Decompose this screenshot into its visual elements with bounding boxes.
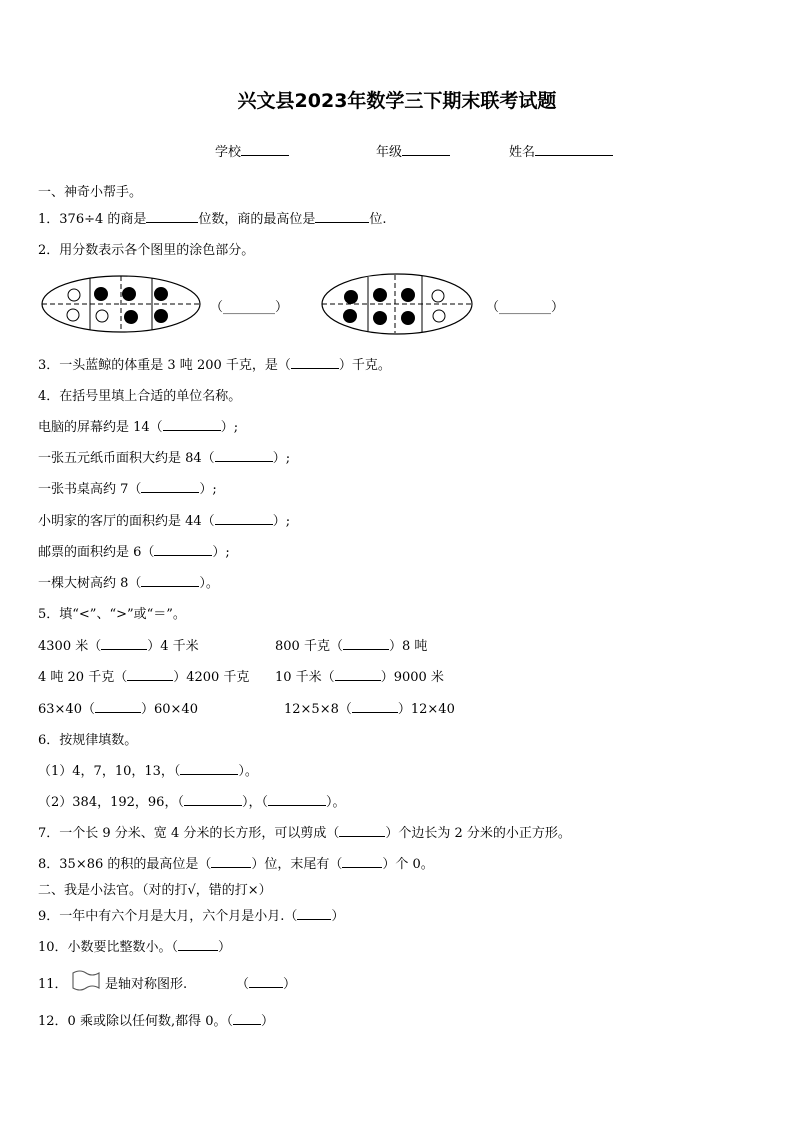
- q3-blank[interactable]: [291, 357, 339, 369]
- q6-p1-text: （1）4，7，10，13，（: [38, 764, 181, 779]
- q5-blank[interactable]: [101, 638, 147, 650]
- q5-row-left: [38, 635, 199, 654]
- q6-p2-end: ）。: [325, 795, 346, 810]
- school-label: 学校: [215, 145, 242, 160]
- q1-text-c: 位.: [369, 212, 387, 227]
- q6-p2-text: （2）384，192，96，（: [38, 795, 184, 810]
- q7-text-b: ）个边长为 2 分米的小正方形。: [385, 826, 571, 841]
- q4-item-end: ）。: [199, 576, 219, 591]
- q4-item: [38, 572, 219, 591]
- page-title: 兴文县2023年数学三下期末联考试题: [237, 90, 557, 112]
- q1-text-a: 1．376÷4 的商是: [38, 212, 147, 227]
- q11-blank[interactable]: [249, 976, 283, 988]
- q11-number: 11．: [38, 977, 68, 992]
- q7-text-a: 7．一个长 9 分米、宽 4 分米的长方形，可以剪成（: [38, 826, 340, 841]
- q6-p2-mid: ），（: [241, 795, 268, 810]
- section-1-heading: 一、神奇小帮手。: [38, 185, 143, 200]
- q2-answer-1[interactable]: （________）: [210, 300, 289, 315]
- q8-blank[interactable]: [342, 856, 382, 868]
- school-field: [215, 141, 289, 160]
- q6-blank[interactable]: [268, 794, 326, 806]
- grade-blank[interactable]: [402, 143, 450, 156]
- q5-right-end: ）8 吨: [388, 639, 428, 654]
- q5-left-end: ）4 千米: [147, 639, 199, 654]
- q2-answer-2[interactable]: （________）: [486, 300, 565, 315]
- q10-blank[interactable]: [178, 939, 218, 951]
- name-field: [509, 141, 613, 160]
- q3-text-b: ）千克。: [338, 358, 391, 373]
- q4-item-text: 小明家的客厅的面积约是 44（: [38, 514, 215, 529]
- question-1: [38, 208, 387, 227]
- q4-blank[interactable]: [141, 481, 199, 493]
- q12-blank[interactable]: [233, 1013, 261, 1025]
- q6-part-1: [38, 760, 258, 779]
- name-label: 姓名: [509, 145, 536, 160]
- q4-item-text: 一棵大树高约 8（: [38, 576, 142, 591]
- q5-row-right: [284, 698, 455, 717]
- q4-item-text: 一张书桌高约 7（: [38, 482, 142, 497]
- q11-text: 是轴对称图形.: [105, 977, 188, 992]
- q4-item-text: 电脑的屏幕约是 14（: [38, 420, 163, 435]
- q6-blank[interactable]: [184, 794, 242, 806]
- q4-blank[interactable]: [141, 575, 199, 587]
- q8-text-b: ）位，末尾有（: [251, 857, 343, 872]
- q5-right-text: 10 千米（: [275, 670, 335, 685]
- q4-item-text: 邮票的面积约是 6（: [38, 545, 155, 560]
- q4-item-end: ）;: [212, 545, 230, 560]
- q7-blank[interactable]: [339, 825, 385, 837]
- question-7: [38, 822, 571, 841]
- q4-item: [38, 447, 290, 466]
- question-5: 5．填“<”、“>”或“＝”。: [38, 607, 186, 622]
- q4-blank[interactable]: [163, 419, 221, 431]
- question-11: [38, 973, 68, 992]
- q6-p1-end: ）。: [238, 764, 258, 779]
- oval-figure-2: [320, 272, 475, 336]
- q4-blank[interactable]: [215, 513, 273, 525]
- q5-row-right: [275, 666, 444, 685]
- question-4: 4．在括号里填上合适的单位名称。: [38, 389, 242, 404]
- q5-left-text: 4300 米（: [38, 639, 102, 654]
- q4-blank[interactable]: [215, 450, 273, 462]
- q4-item-end: ）;: [272, 451, 291, 466]
- q6-blank[interactable]: [180, 763, 238, 775]
- oval-figure-1: [40, 274, 202, 334]
- q5-row-right: [275, 635, 427, 654]
- grade-label: 年级: [376, 145, 403, 160]
- wave-flag-shape-icon: [70, 968, 102, 992]
- q5-left-end: ）60×40: [140, 702, 198, 717]
- grade-field: [376, 141, 450, 160]
- q4-blank[interactable]: [154, 544, 212, 556]
- q6-part-2: [38, 791, 345, 810]
- name-blank[interactable]: [535, 143, 613, 156]
- section-2-heading: 二、我是小法官。（对的打√，错的打×）: [38, 883, 272, 898]
- q5-row-left: [38, 698, 198, 717]
- q5-blank[interactable]: [335, 669, 381, 681]
- q4-item: [38, 541, 230, 560]
- q12-end: ）: [260, 1014, 274, 1029]
- q4-item-end: ）;: [220, 420, 239, 435]
- q5-left-end: ）4200 千克: [173, 670, 250, 685]
- question-2: 2．用分数表示各个图里的涂色部分。: [38, 243, 255, 258]
- q5-left-text: 63×40（: [38, 702, 95, 717]
- q4-item-end: ）;: [199, 482, 217, 497]
- question-6: 6．按规律填数。: [38, 733, 138, 748]
- q5-row-left: [38, 666, 249, 685]
- school-blank[interactable]: [241, 143, 289, 156]
- question-8: [38, 853, 434, 872]
- q5-blank[interactable]: [343, 638, 389, 650]
- q4-item: [38, 416, 238, 435]
- question-9: [38, 905, 344, 924]
- q8-text-c: ）个 0。: [382, 857, 434, 872]
- q5-right-text: 800 千克（: [275, 639, 343, 654]
- q5-left-text: 4 吨 20 千克（: [38, 670, 128, 685]
- q5-blank[interactable]: [95, 701, 141, 713]
- q3-text-a: 3．一头蓝鲸的体重是 3 吨 200 千克，是（: [38, 358, 291, 373]
- q4-item-end: ）;: [272, 514, 291, 529]
- q1-blank-1[interactable]: [146, 211, 198, 223]
- q11-answer: [236, 973, 296, 992]
- q8-blank[interactable]: [211, 856, 251, 868]
- q11-paren-close: ）: [283, 977, 297, 992]
- q10-text: 10．小数要比整数小。（: [38, 940, 179, 955]
- q12-text: 12．0 乘或除以任何数,都得 0。（: [38, 1014, 233, 1029]
- q5-right-end: ）12×40: [397, 702, 455, 717]
- q11-paren-open: （: [236, 977, 250, 992]
- q4-item: [38, 510, 290, 529]
- q1-blank-2[interactable]: [315, 211, 369, 223]
- q5-blank[interactable]: [127, 669, 173, 681]
- q4-item-text: 一张五元纸币面积大约是 84（: [38, 451, 215, 466]
- q8-text-a: 8．35×86 的积的最高位是（: [38, 857, 212, 872]
- q9-blank[interactable]: [297, 908, 331, 920]
- q9-text: 9．一年中有六个月是大月，六个月是小月.（: [38, 909, 298, 924]
- question-10: [38, 936, 231, 955]
- q4-item: [38, 478, 217, 497]
- q9-end: ）: [331, 909, 345, 924]
- q10-end: ）: [218, 940, 232, 955]
- q5-blank[interactable]: [352, 701, 398, 713]
- question-3: [38, 354, 391, 373]
- q5-right-text: 12×5×8（: [284, 702, 352, 717]
- q1-text-b: 位数，商的最高位是: [198, 212, 316, 227]
- q5-right-end: ）9000 米: [380, 670, 444, 685]
- question-12: [38, 1010, 274, 1029]
